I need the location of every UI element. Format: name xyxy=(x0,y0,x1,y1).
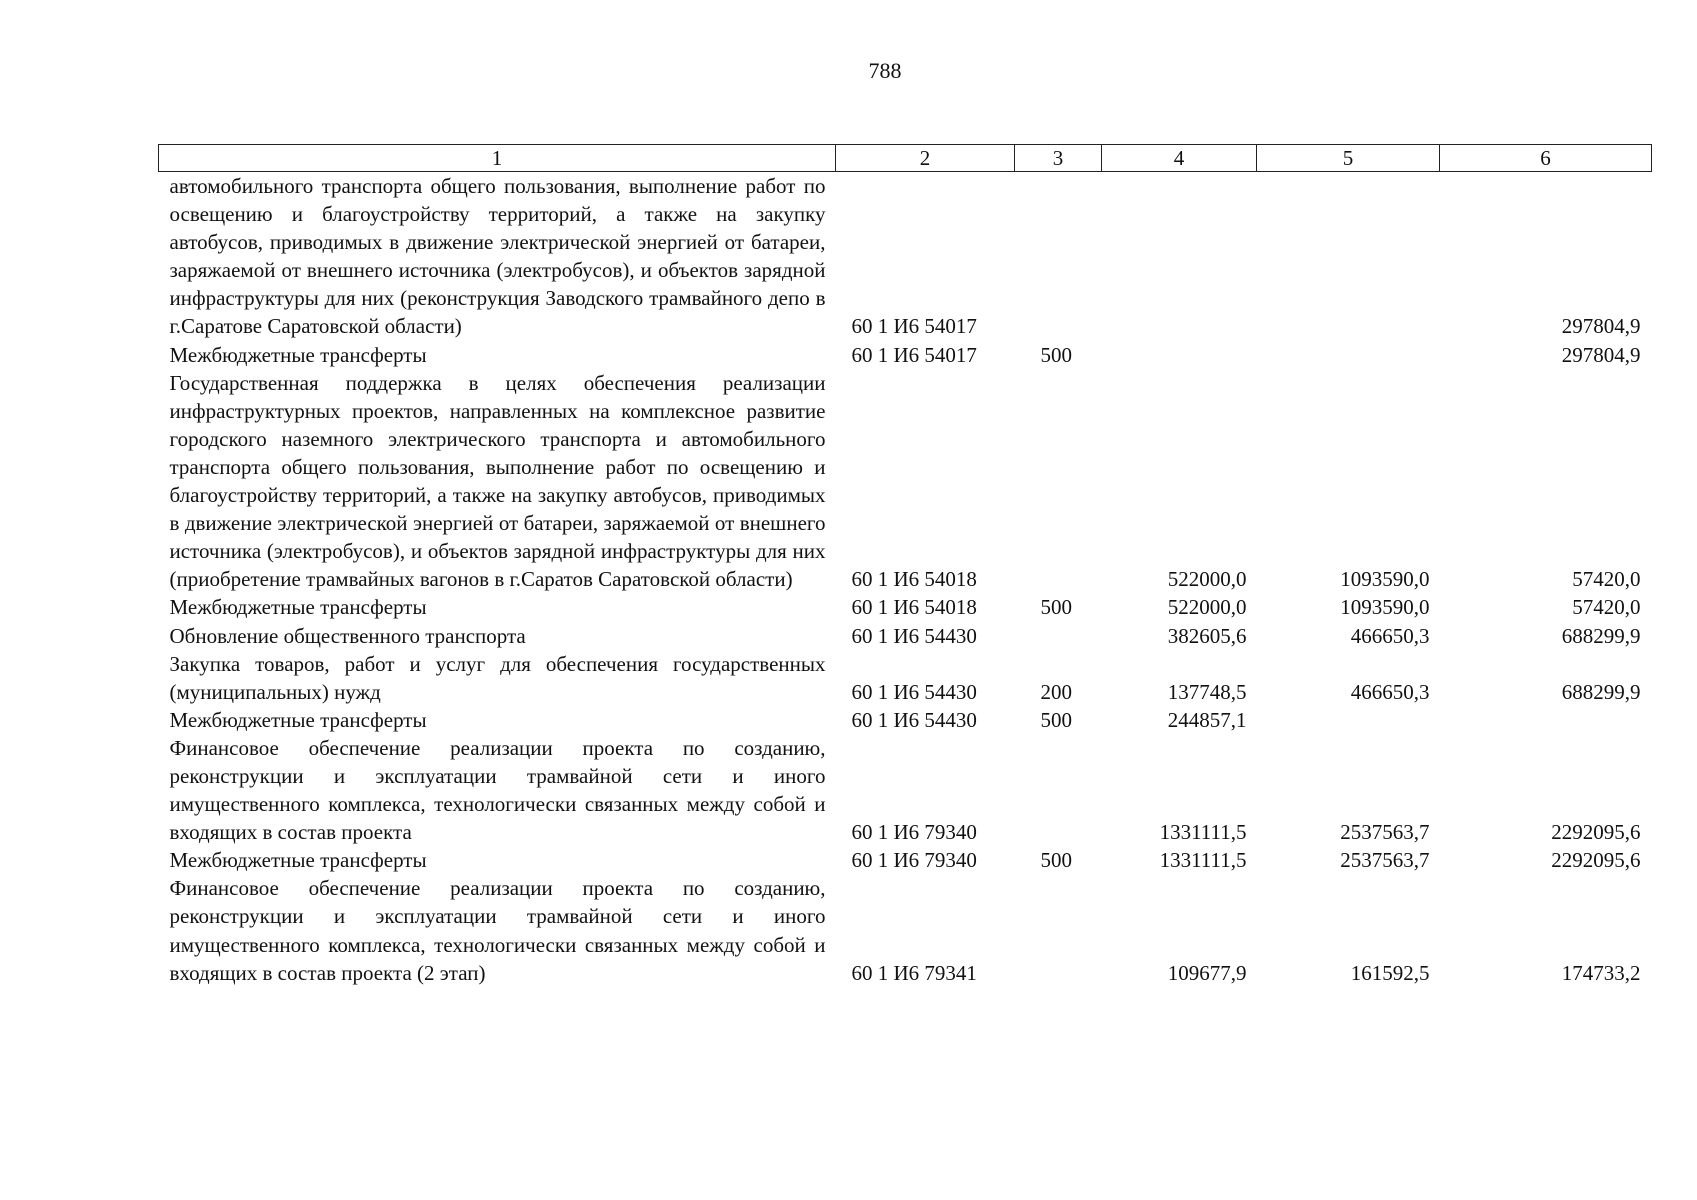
expense-type-code xyxy=(1015,874,1102,986)
amount-col-6: 2292095,6 xyxy=(1551,848,1641,873)
target-article-code: 60 1 И6 54018 xyxy=(851,595,977,620)
amount-col-6: 688299,9 xyxy=(1561,623,1641,648)
row-description: Межбюджетные трансферты xyxy=(169,595,427,620)
amount-col-4 xyxy=(1102,172,1257,341)
amount-col-5: 1093590,0 xyxy=(1340,595,1430,620)
table-row xyxy=(159,341,1652,369)
expense-type-code xyxy=(1015,369,1102,594)
row-description: Финансовое обеспечение реализации проекта по созданию, реконструкции и эксплуатации трамвайной сети и иного имущественного комплекса, технологически связанных между собой и входящих в состав проекта xyxy=(169,735,826,845)
amount-col-5 xyxy=(1257,172,1440,341)
target-article-code: 60 1 И6 54430 xyxy=(851,679,977,704)
column-header-6: 6 xyxy=(1440,145,1652,172)
row-description: Межбюджетные трансферты xyxy=(169,707,427,732)
expense-type-code: 500 xyxy=(1040,342,1072,367)
table-row xyxy=(159,369,1652,594)
table-row xyxy=(159,593,1652,621)
table-header xyxy=(159,145,1652,172)
amount-col-6 xyxy=(1440,706,1652,734)
amount-col-5: 1093590,0 xyxy=(1340,567,1430,592)
row-description: Государственная поддержка в целях обеспечения реализации инфраструктурных проектов, направленных на комплексное развитие городского наземного электрического транспорта и автомобильного транспорта общего пользования, выполнение работ по освещению и благоустройству территорий, а также на закупку автобусов, приводимых в движение электрической энергией от батареи, заряжаемой от внешнего источника (электробусов), и объектов зарядной инфраструктуры для них (приобретение трамвайных вагонов в г.Саратов Саратовской области) xyxy=(169,370,826,592)
column-header-3: 3 xyxy=(1015,145,1102,172)
table-row xyxy=(159,172,1652,341)
expense-type-code: 200 xyxy=(1040,679,1072,704)
amount-col-5: 2537563,7 xyxy=(1340,820,1430,845)
amount-col-5: 466650,3 xyxy=(1350,679,1430,704)
amount-col-5 xyxy=(1257,706,1440,734)
expense-type-code: 500 xyxy=(1040,848,1072,873)
row-description: Обновление общественного транспорта xyxy=(169,623,526,648)
amount-col-5 xyxy=(1257,341,1440,369)
table-row xyxy=(159,734,1652,846)
page-number: 788 xyxy=(868,58,902,83)
amount-col-6: 297804,9 xyxy=(1561,342,1641,367)
row-description: Закупка товаров, работ и услуг для обеспечения государственных (муниципальных) нужд xyxy=(169,651,826,704)
amount-col-4: 1331111,5 xyxy=(1159,820,1247,845)
target-article-code: 60 1 И6 79340 xyxy=(851,848,977,873)
row-description: Межбюджетные трансферты xyxy=(169,342,427,367)
row-description: автомобильного транспорта общего пользования, выполнение работ по освещению и благоустройству территорий, а также на закупку автобусов, приводимых в движение электрической энергией от батареи, заряжаемой от внешнего источника (электробусов), и объектов зарядной инфраструктуры для них (реконструкция Заводского трамвайного депо в г.Саратове Саратовской области) xyxy=(169,174,826,339)
target-article-code: 60 1 И6 79340 xyxy=(851,820,977,845)
expense-type-code xyxy=(1015,734,1102,846)
amount-col-4: 522000,0 xyxy=(1167,595,1247,620)
table-row xyxy=(159,650,1652,706)
table-row xyxy=(159,706,1652,734)
target-article-code: 60 1 И6 79341 xyxy=(851,960,977,985)
amount-col-6: 297804,9 xyxy=(1561,314,1641,339)
amount-col-6: 174733,2 xyxy=(1561,960,1641,985)
target-article-code: 60 1 И6 54018 xyxy=(851,567,977,592)
table-row xyxy=(159,874,1652,986)
table-body xyxy=(159,172,1652,987)
target-article-code: 60 1 И6 54017 xyxy=(851,314,977,339)
expense-type-code: 500 xyxy=(1040,707,1072,732)
target-article-code: 60 1 И6 54430 xyxy=(851,623,977,648)
column-header-2: 2 xyxy=(836,145,1015,172)
row-description: Межбюджетные трансферты xyxy=(169,848,427,873)
amount-col-6: 688299,9 xyxy=(1561,679,1641,704)
amount-col-6: 57420,0 xyxy=(1572,567,1641,592)
budget-table xyxy=(158,144,1652,987)
column-header-4: 4 xyxy=(1102,145,1257,172)
column-header-1: 1 xyxy=(159,145,836,172)
expense-type-code: 500 xyxy=(1040,595,1072,620)
row-description: Финансовое обеспечение реализации проекта по созданию, реконструкции и эксплуатации трамвайной сети и иного имущественного комплекса, технологически связанных между собой и входящих в состав проекта (2 этап) xyxy=(169,876,826,985)
target-article-code: 60 1 И6 54430 xyxy=(851,707,977,732)
amount-col-5: 161592,5 xyxy=(1350,960,1430,985)
amount-col-4: 382605,6 xyxy=(1167,623,1247,648)
amount-col-4: 522000,0 xyxy=(1167,567,1247,592)
expense-type-code xyxy=(1015,172,1102,341)
table-row xyxy=(159,846,1652,874)
amount-col-5: 466650,3 xyxy=(1350,623,1430,648)
amount-col-6: 57420,0 xyxy=(1572,595,1641,620)
amount-col-4 xyxy=(1102,341,1257,369)
amount-col-4: 109677,9 xyxy=(1167,960,1247,985)
amount-col-4: 244857,1 xyxy=(1167,707,1247,732)
amount-col-5: 2537563,7 xyxy=(1340,848,1430,873)
amount-col-6: 2292095,6 xyxy=(1551,820,1641,845)
column-header-5: 5 xyxy=(1257,145,1440,172)
amount-col-4: 1331111,5 xyxy=(1159,848,1247,873)
table-row xyxy=(159,622,1652,650)
expense-type-code xyxy=(1015,622,1102,650)
target-article-code: 60 1 И6 54017 xyxy=(851,342,977,367)
amount-col-4: 137748,5 xyxy=(1167,679,1247,704)
